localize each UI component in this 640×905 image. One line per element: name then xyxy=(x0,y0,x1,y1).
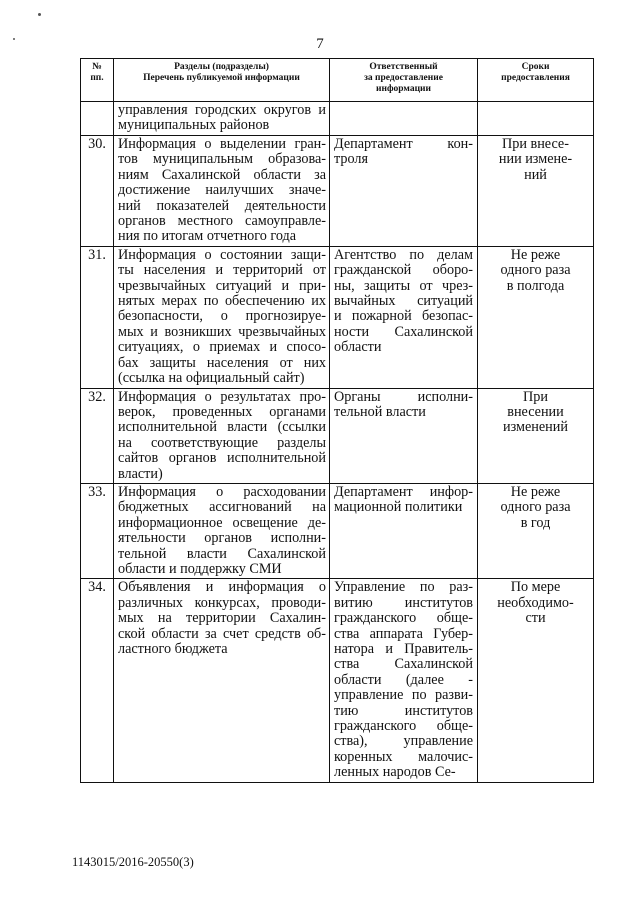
document-code: 1143015/2016-20550(3) xyxy=(72,855,194,869)
text-line: за предоставление xyxy=(364,73,443,83)
table-row xyxy=(81,579,594,782)
text-line: достижение наилучших значе- xyxy=(118,182,326,199)
text-line: управление по разви- xyxy=(334,687,473,704)
text-line: власти) xyxy=(118,465,163,482)
text-line: коренных малочис- xyxy=(334,748,473,765)
row-terms xyxy=(478,136,594,247)
text-line: бюджетных ассигнований на xyxy=(118,499,326,516)
text-line: предоставления xyxy=(501,73,570,83)
scan-speck xyxy=(38,13,41,16)
text-line: По мере xyxy=(510,579,561,596)
text-line: Сроки xyxy=(521,62,550,72)
row-number: 30. xyxy=(81,136,114,247)
text-line: одного раза xyxy=(500,262,571,279)
row-section xyxy=(114,136,330,247)
text-line: муниципальных районов xyxy=(118,117,270,134)
text-line: ниям Сахалинской области за xyxy=(118,166,326,183)
text-line: безопасности, о прогнозируе- xyxy=(118,308,326,325)
information-table xyxy=(80,58,594,783)
row-section xyxy=(114,579,330,782)
text-line: Разделы (подразделы) xyxy=(174,62,269,72)
text-line: гражданского обще- xyxy=(334,610,473,627)
text-line: ластного бюджета xyxy=(118,641,228,657)
text-line: ния по итогам отчетного года xyxy=(118,228,297,245)
text-line: Информация о выделении гран- xyxy=(118,136,326,152)
text-line: Управление по раз- xyxy=(334,579,473,596)
table-header-row xyxy=(81,59,594,102)
text-line: на соответствующие разделы xyxy=(118,434,326,451)
row-responsible xyxy=(330,136,478,247)
row-terms xyxy=(478,246,594,388)
row-responsible xyxy=(330,102,478,136)
row-section xyxy=(114,246,330,388)
text-line: Ответственный xyxy=(369,62,438,72)
row-responsible xyxy=(330,246,478,388)
row-number: 31. xyxy=(81,246,114,388)
text-line: Перечень публикуемой информации xyxy=(143,73,300,83)
text-line: бах защиты населения от них xyxy=(118,354,326,371)
text-line: натора и Правитель- xyxy=(334,641,473,657)
table-row xyxy=(81,136,594,247)
row-responsible xyxy=(330,388,478,483)
table-row xyxy=(81,246,594,388)
text-line: Департамент инфор- xyxy=(334,483,473,500)
header-terms xyxy=(478,59,594,102)
text-line: Агентство по делам xyxy=(334,246,473,263)
row-terms xyxy=(478,483,594,578)
text-line: ства), управление xyxy=(334,733,473,750)
text-line: ты населения и территорий от xyxy=(118,262,326,279)
text-line: тов муниципальным образова- xyxy=(118,151,326,168)
text-line: вычайных ситуаций xyxy=(334,293,473,310)
text-line: в год xyxy=(520,514,551,531)
row-terms xyxy=(478,102,594,136)
text-line: области (далее - xyxy=(334,671,473,688)
text-line: информации xyxy=(376,84,431,94)
text-line: ны, защиты от чрез- xyxy=(334,277,473,294)
text-line: Объявления и информация о xyxy=(118,579,326,596)
row-terms xyxy=(478,388,594,483)
text-line: Информация о результатах про- xyxy=(118,388,326,405)
row-number xyxy=(81,102,114,136)
text-line: информационное освещение де- xyxy=(118,514,326,531)
text-line: гражданского обще- xyxy=(334,718,473,735)
text-line: сти xyxy=(525,610,546,627)
text-line: верок, проведенных органами xyxy=(118,403,326,420)
text-line: чрезвычайных ситуаций и при- xyxy=(118,277,326,294)
text-line: одного раза xyxy=(500,499,571,516)
page-number: 7 xyxy=(316,36,324,52)
row-number: 32. xyxy=(81,388,114,483)
text-line: ленных народов Се- xyxy=(334,764,456,781)
row-section xyxy=(114,388,330,483)
scan-speck xyxy=(13,38,15,40)
text-line: тельной власти xyxy=(334,403,426,420)
text-line: внесении xyxy=(507,403,564,420)
table-row xyxy=(81,483,594,578)
text-line: мых и возникших чрезвычайных xyxy=(118,323,326,340)
row-number: 33. xyxy=(81,483,114,578)
text-line: пп. xyxy=(90,73,104,83)
text-line: троля xyxy=(334,151,368,168)
text-line: гражданской оборо- xyxy=(334,262,473,279)
text-line: Департамент кон- xyxy=(334,136,473,152)
row-terms xyxy=(478,579,594,782)
text-line: ской области за счет средств об- xyxy=(118,625,326,642)
text-line: ний xyxy=(524,166,547,183)
text-line: нятых мерах по обеспечению их xyxy=(118,293,326,310)
text-line: Информация о расходовании xyxy=(118,483,326,500)
text-line: и пожарной безопас- xyxy=(334,308,473,325)
text-line: необходимо- xyxy=(497,594,574,611)
text-line: Не реже xyxy=(510,483,561,500)
text-line: № xyxy=(92,62,102,72)
text-line: тельной власти Сахалинской xyxy=(118,545,326,562)
text-line: Не реже xyxy=(510,246,561,263)
text-line: ства Сахалинской xyxy=(334,656,473,673)
text-line: (ссылка на официальный сайт) xyxy=(118,370,305,387)
text-line: Информация о состоянии защи- xyxy=(118,246,326,263)
text-line: Органы исполни- xyxy=(334,388,473,405)
text-line: органов местного самоуправле- xyxy=(118,213,326,230)
row-number: 34. xyxy=(81,579,114,782)
text-line: ситуациях, о приемах и спосо- xyxy=(118,339,326,356)
text-line: ний показателей деятельности xyxy=(118,197,326,214)
text-line: ятельности органов исполни- xyxy=(118,530,326,547)
text-line: ства аппарата Губер- xyxy=(334,625,473,642)
header-section xyxy=(114,59,330,102)
text-line: витию институтов xyxy=(334,594,473,611)
row-responsible xyxy=(330,579,478,782)
table-row xyxy=(81,388,594,483)
header-responsible xyxy=(330,59,478,102)
text-line: области и поддержку СМИ xyxy=(118,560,282,577)
row-section xyxy=(114,102,330,136)
text-line: управления городских округов и xyxy=(118,102,326,118)
text-line: изменений xyxy=(503,419,568,436)
text-line: При внесе- xyxy=(502,136,569,152)
text-line: нии измене- xyxy=(498,151,573,168)
row-responsible xyxy=(330,483,478,578)
text-line: области xyxy=(334,339,382,356)
header-number xyxy=(81,59,114,102)
text-line: ности Сахалинской xyxy=(334,323,473,340)
text-line: исполнительной власти (ссылки xyxy=(118,419,326,436)
text-line: мых на территории Сахалин- xyxy=(118,610,326,627)
text-line: сайтов органов исполнительной xyxy=(118,450,326,467)
text-line: в полгода xyxy=(506,277,565,294)
text-line: различных конкурсах, проводи- xyxy=(118,594,326,611)
table-row-continuation xyxy=(81,102,594,136)
row-section xyxy=(114,483,330,578)
text-line: При xyxy=(523,388,548,405)
text-line: мационной политики xyxy=(334,499,463,516)
text-line: тию институтов xyxy=(334,702,473,719)
